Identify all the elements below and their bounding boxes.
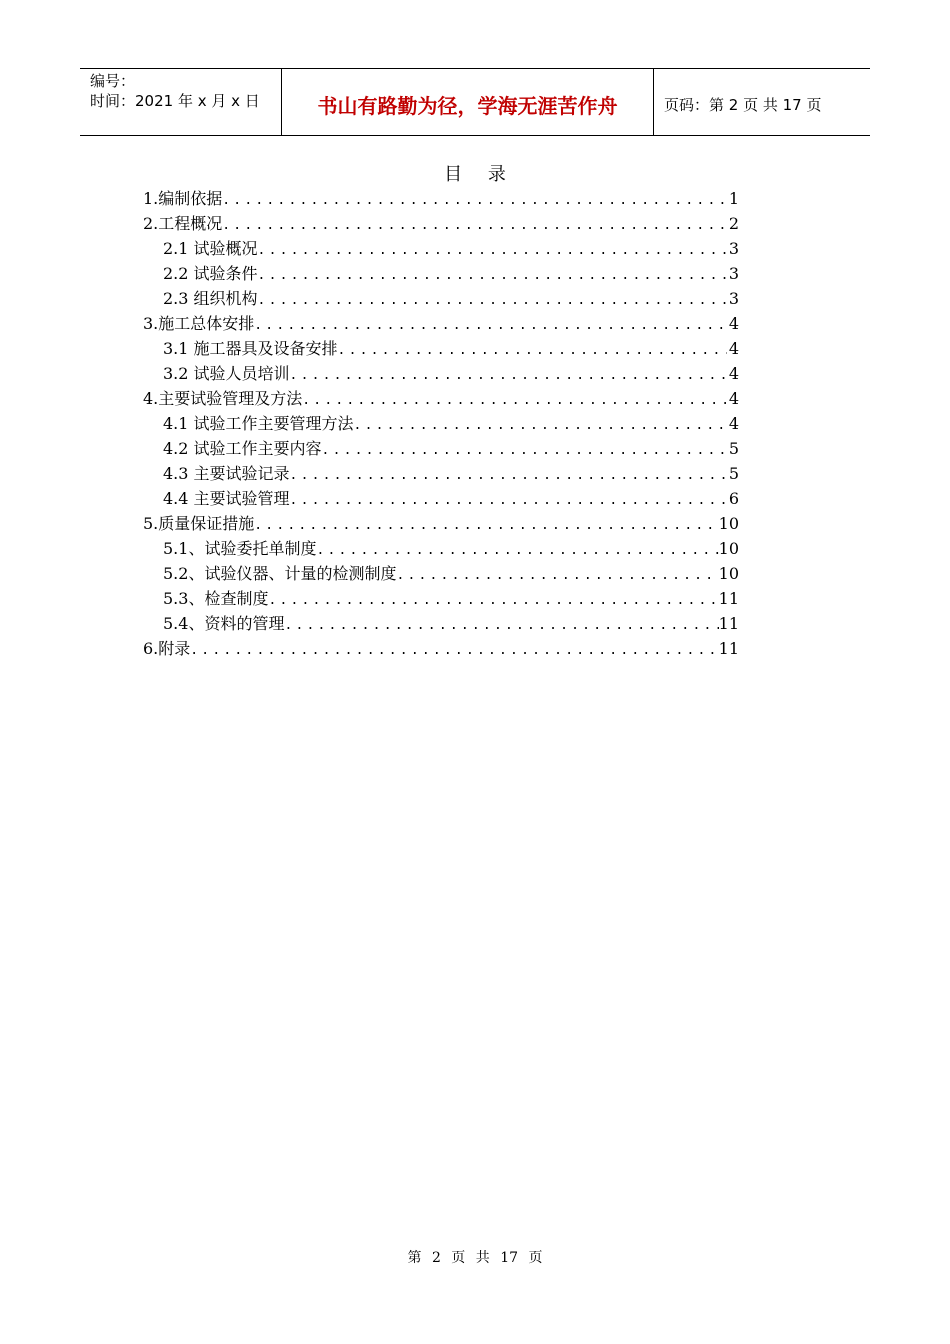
toc-entry-label: 5.3、检查制度 (163, 589, 269, 608)
toc-entry-label: 5.1、试验委托单制度 (163, 539, 317, 558)
toc-entry-label: 1.编制依据 (143, 189, 223, 208)
toc-leader-dots (338, 338, 727, 363)
toc-entry-page: 2 (728, 214, 739, 233)
toc-entry[interactable] (143, 636, 739, 661)
toc-entry-page: 1 (728, 189, 739, 208)
toc-leader-dots (222, 188, 727, 213)
header-motto: 书山有路勤为径，学海无涯苦作舟 (281, 69, 654, 135)
toc-entry-page: 11 (718, 589, 739, 608)
toc-entry-label: 5.2、试验仪器、计量的检测制度 (163, 564, 397, 583)
toc-entry-label: 4.主要试验管理及方法 (143, 389, 303, 408)
toc-entry[interactable] (143, 586, 739, 611)
toc-title: 目 录 (444, 164, 516, 185)
toc-entry-page: 10 (718, 564, 739, 583)
toc-leader-dots (190, 638, 718, 663)
toc-entry-page: 5 (728, 464, 739, 483)
toc-entry-page: 10 (718, 539, 739, 558)
toc-entry-label: 3.2 试验人员培训 (163, 364, 290, 383)
toc-entry-page: 4 (728, 364, 739, 383)
toc-entry-label: 5.4、资料的管理 (163, 614, 285, 633)
toc-entry[interactable] (143, 461, 739, 486)
toc-entry-label: 3.施工总体安排 (143, 314, 255, 333)
toc-entry-label: 4.1 试验工作主要管理方法 (163, 414, 354, 433)
toc-leader-dots (284, 613, 718, 638)
toc-entry[interactable] (143, 336, 739, 361)
toc-entry[interactable] (143, 261, 739, 286)
toc-entry-label: 2.工程概况 (143, 214, 223, 233)
toc-entry[interactable] (143, 211, 739, 236)
toc-leader-dots (254, 513, 718, 538)
toc-entry[interactable] (143, 536, 739, 561)
toc-entry[interactable] (143, 361, 739, 386)
toc-entry-page: 6 (728, 489, 739, 508)
toc-leader-dots (396, 563, 718, 588)
toc-leader-dots (354, 413, 727, 438)
toc-leader-dots (290, 488, 727, 513)
document-date: 时间：2021 年 x 月 x 日 (90, 92, 260, 110)
toc-entry-label: 4.4 主要试验管理 (163, 489, 290, 508)
toc-entry[interactable] (143, 486, 739, 511)
toc-entry-page: 4 (728, 339, 739, 358)
toc-entry-label: 2.3 组织机构 (163, 289, 258, 308)
toc-entry[interactable] (143, 611, 739, 636)
toc-leader-dots (316, 538, 718, 563)
page-header (80, 68, 870, 136)
toc-entry-page: 3 (728, 289, 739, 308)
toc-entry[interactable] (143, 511, 739, 536)
toc-leader-dots (222, 213, 727, 238)
toc-entry-label: 4.3 主要试验记录 (163, 464, 290, 483)
toc-leader-dots (258, 288, 727, 313)
toc-leader-dots (268, 588, 718, 613)
toc-entry-label: 3.1 施工器具及设备安排 (163, 339, 338, 358)
toc-entry[interactable] (143, 186, 739, 211)
toc-entry-page: 11 (718, 639, 739, 658)
toc-entry-page: 3 (728, 264, 739, 283)
toc-leader-dots (258, 238, 727, 263)
toc-entry-page: 10 (718, 514, 739, 533)
toc-entry-page: 4 (728, 314, 739, 333)
toc-entry-label: 2.2 试验条件 (163, 264, 258, 283)
toc-leader-dots (290, 463, 727, 488)
toc-entry-page: 4 (728, 414, 739, 433)
toc-entry-page: 3 (728, 239, 739, 258)
toc-leader-dots (258, 263, 727, 288)
toc-entry-label: 6.附录 (143, 639, 191, 658)
toc-entry-page: 11 (718, 614, 739, 633)
toc-entry[interactable] (143, 436, 739, 461)
toc-entry-page: 4 (728, 389, 739, 408)
toc-entry[interactable] (143, 386, 739, 411)
toc-entry-label: 5.质量保证措施 (143, 514, 255, 533)
toc-entry[interactable] (143, 236, 739, 261)
document-number: 编号： (90, 72, 136, 90)
toc-leader-dots (254, 313, 727, 338)
toc-entry-label: 2.1 试验概况 (163, 239, 258, 258)
toc-leader-dots (322, 438, 727, 463)
header-page-info: 页码：第 2 页 共 17 页 (664, 95, 822, 114)
toc-entry-page: 5 (728, 439, 739, 458)
toc-leader-dots (290, 363, 727, 388)
header-meta (80, 69, 281, 135)
toc-entry[interactable] (143, 411, 739, 436)
page-footer: 第 2 页 共 17 页 (407, 1250, 543, 1266)
table-of-contents (143, 186, 739, 661)
toc-entry[interactable] (143, 286, 739, 311)
toc-entry-label: 4.2 试验工作主要内容 (163, 439, 322, 458)
toc-entry[interactable] (143, 561, 739, 586)
toc-entry[interactable] (143, 311, 739, 336)
toc-leader-dots (302, 388, 727, 413)
